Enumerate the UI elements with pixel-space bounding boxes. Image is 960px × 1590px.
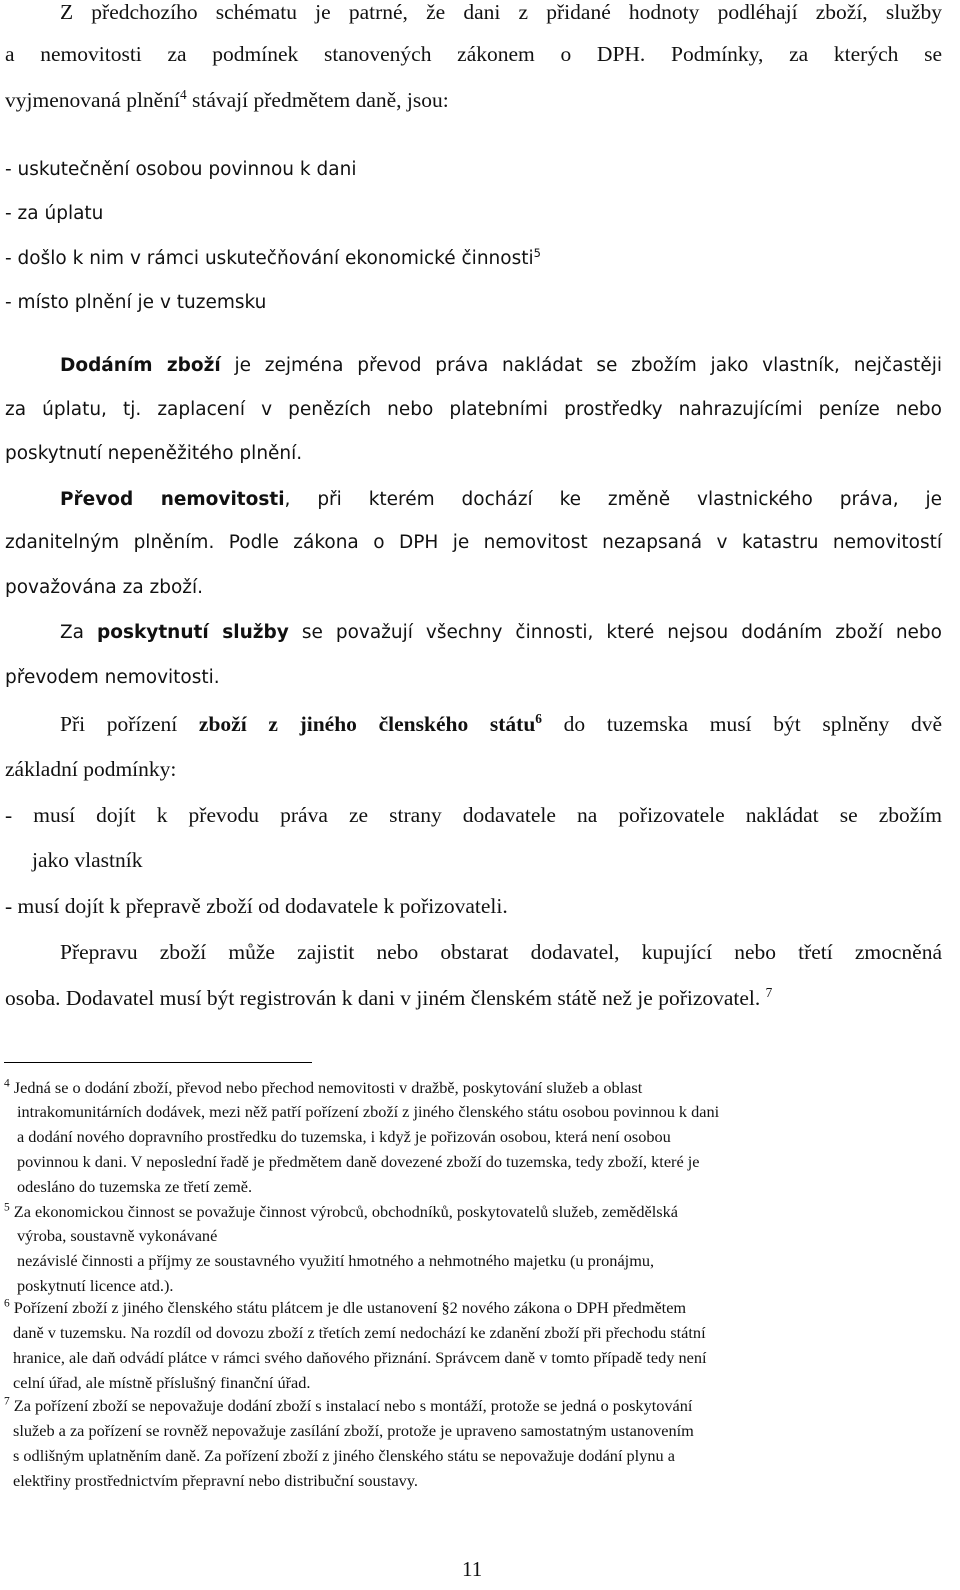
porizeni-item-2: - musí dojít k přepravě zboží od dodavatele k pořizovateli. — [5, 894, 508, 918]
dodani-line-2: za úplatu, tj. zaplacení v penězích nebo platebními prostředky nahrazujícími peníze nebo — [5, 399, 942, 420]
footnote-4-line: intrakomunitárních dodávek, mezi něž patří pořízení zboží z jiného členského státu osobou povinnou k dani — [17, 1102, 720, 1121]
footnote-separator — [4, 1062, 312, 1063]
footnote-ref-7: 7 — [765, 984, 773, 1000]
porizeni-line-1: Při pořízení zboží z jiného členského státu$^6$ do tuzemska musí být splněny dvě — [60, 710, 942, 736]
page-number: 11 — [462, 1557, 483, 1581]
intro-line-3: vyjmenovaná plnění$^4$ stávají předmětem daně, jsou: — [5, 86, 449, 112]
intro-line-1: Z předchozího schématu je patrné, že dani z přidané hodnoty podléhají zboží, služby — [60, 0, 942, 24]
condition-item: - uskutečnění osobou povinnou k dani — [5, 159, 357, 180]
sluzby-line-1: Za poskytnutí služby se považují všechny činnosti, které nejsou dodáním zboží nebo — [60, 622, 942, 643]
footnote-4-line: a dodání nového dopravního prostředku do tuzemska, i když je pořizován osobou, která není osobou — [17, 1127, 671, 1146]
prevod-line-1: Převod nemovitosti, při kterém dochází ke změně vlastnického práva, je — [60, 489, 942, 510]
footnote-7-line: s odlišným uplatněním daně. Za pořízení zboží z jiného členského státu se nepovažuje dodání plynu a — [13, 1446, 675, 1465]
term-porizeni-zbozi: zboží z jiného členského státu — [198, 712, 536, 736]
condition-item: - místo plnění je v tuzemsku — [5, 292, 267, 313]
porizeni-item-1-cont: jako vlastník — [32, 848, 143, 872]
dodani-line-1: Dodáním zboží je zejména převod práva nakládat se zbožím jako vlastník, nejčastěji — [60, 355, 942, 376]
condition-item: - došlo k nim v rámci uskutečňování ekonomické činnosti$^5$ — [5, 245, 541, 269]
footnote-6: $^6$ Pořízení zboží z jiného členského státu plátcem je dle ustanovení §2 nového zákona o DPH předmětem — [4, 1297, 687, 1317]
footnote-6-line: daně v tuzemsku. Na rozdíl od dovozu zboží z třetích zemí nedochází ke zdanění zboží při přechodu státní — [13, 1323, 706, 1342]
footnote-4: $^4$ Jedná se o dodání zboží, převod nebo přechod nemovitosti v dražbě, poskytování služeb a oblast — [4, 1077, 643, 1097]
prevod-line-3: považována za zboží. — [5, 577, 204, 598]
footnote-5-line: výroba, soustavně vykonávané — [17, 1226, 218, 1245]
preprava-line-1: Přepravu zboží může zajistit nebo obstarat dodavatel, kupující nebo třetí zmocněná — [60, 940, 942, 964]
footnote-6-line: hranice, ale daň odvádí plátce v rámci svého daňového přiznání. Správcem daně v tomto případě tedy není — [13, 1348, 707, 1367]
footnote-5: $^5$ Za ekonomickou činnost se považuje činnost výrobců, obchodníků, poskytovatelů služeb, zemědělská — [4, 1201, 678, 1221]
footnote-7-line: elektřiny prostřednictvím přepravní nebo distribuční soustavy. — [13, 1471, 418, 1490]
sluzby-line-2: převodem nemovitosti. — [5, 667, 220, 688]
porizeni-line-2: základní podmínky: — [5, 757, 177, 781]
footnote-ref-5: 5 — [533, 245, 541, 260]
intro-line-2: a nemovitosti za podmínek stanovených zákonem o DPH. Podmínky, za kterých se — [5, 42, 942, 66]
term-dodani-zbozi: Dodáním zboží — [60, 355, 221, 376]
footnote-6-line: celní úřad, ale místně příslušný finanční úřad. — [13, 1373, 311, 1392]
footnote-4-line: odesláno do tuzemska ze třetí země. — [17, 1177, 253, 1196]
footnote-ref-4: 4 — [179, 86, 187, 102]
footnote-7-line: služeb a za pořízení se rovněž nepovažuje zasílání zboží, protože je upraveno samostatným ustanovením — [13, 1421, 694, 1440]
footnote-5-line: nezávislé činnosti a příjmy ze soustavného využití hmotného a nehmotného majetku (u pronájmu, — [17, 1251, 655, 1270]
footnote-4-line: povinnou k dani. V neposlední řadě je předmětem daně dovezené zboží do tuzemska, tedy zboží, které je — [17, 1152, 700, 1171]
term-prevod-nemovitosti: Převod nemovitosti — [60, 489, 285, 510]
condition-item: - za úplatu — [5, 203, 104, 224]
footnote-5-line: poskytnutí licence atd.). — [17, 1276, 174, 1295]
dodani-line-3: poskytnutí nepeněžitého plnění. — [5, 443, 303, 464]
footnote-7: $^7$ Za pořízení zboží se nepovažuje dodání zboží s instalací nebo s montáží, protože se jedná o poskytování — [4, 1395, 693, 1415]
preprava-line-2: osoba. Dodavatel musí být registrován k dani v jiném členském státě než je pořizovatel. $^7$ — [5, 984, 773, 1010]
porizeni-item-1: - musí dojít k převodu práva ze strany dodavatele na pořizovatele nakládat se zbožím — [5, 803, 942, 827]
prevod-line-2: zdanitelným plněním. Podle zákona o DPH je nemovitost nezapsaná v katastru nemovitostí — [5, 532, 942, 553]
footnote-ref-6: 6 — [535, 710, 542, 726]
term-poskytnuti-sluzby: poskytnutí služby — [97, 622, 289, 643]
